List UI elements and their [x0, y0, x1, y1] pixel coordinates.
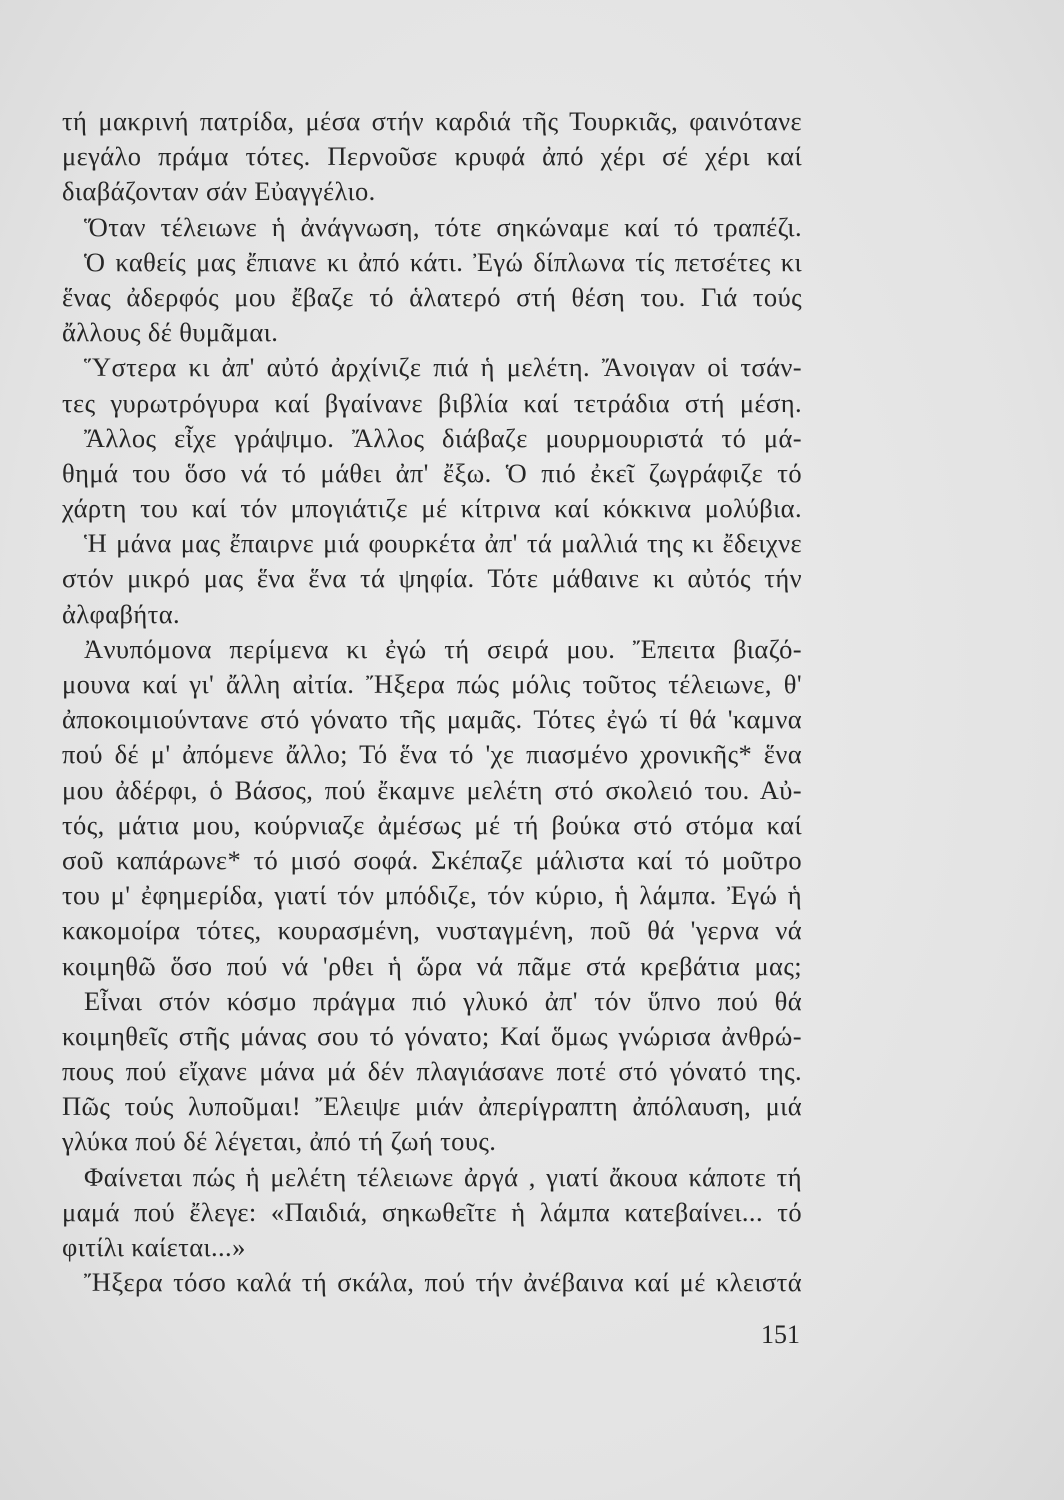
text-line: Ἀνυπόμονα περίμενα κι ἐγώ τή σειρά μου. Ἔπειτα βιαζό- [84, 633, 802, 664]
text-line: τες γυρωτρόγυρα καί βγαίνανε βιβλία καί τετράδια στή μέση. [62, 387, 802, 418]
text-line: διαβάζονταν σάν Εὐαγγέλιο. [62, 176, 376, 207]
text-line: του μ' ἐφημερίδα, γιατί τόν μπόδιζε, τόν κύριο, ἡ λάμπα. Ἐγώ ἡ [62, 880, 802, 911]
text-line: Ὕστερα κι ἀπ' αὐτό ἀρχίνιζε πιά ἡ μελέτη. Ἄνοιγαν οἱ τσάν- [84, 352, 802, 383]
text-line: Πῶς τούς λυποῦμαι! Ἔλειψε μιάν ἀπερίγραπτη ἀπόλαυση, μιά [62, 1091, 802, 1122]
text-line: Ἤξερα τόσο καλά τή σκάλα, πού τήν ἀνέβαινα καί μέ κλειστά [84, 1267, 802, 1298]
text-line: χάρτη του καί τόν μπογιάτιζε μέ κίτρινα καί κόκκινα μολύβια. [62, 493, 802, 524]
text-line: Ὅταν τέλειωνε ἡ ἀνάγνωση, τότε σηκώναμε καί τό τραπέζι. [84, 211, 802, 242]
text-line: θημά του ὅσο νά τό μάθει ἀπ' ἔξω. Ὁ πιό ἐκεῖ ζωγράφιζε τό [62, 457, 802, 488]
text-line: μεγάλο πράμα τότες. Περνοῦσε κρυφά ἀπό χέρι σέ χέρι καί [62, 141, 802, 172]
text-line: κακομοίρα τότες, κουρασμένη, νυσταγμένη, ποῦ θά 'γερνα νά [62, 915, 802, 946]
text-line: σοῦ καπάρωνε* τό μισό σοφά. Σκέπαζε μάλιστα καί τό μοῦτρο [62, 844, 802, 875]
text-line: τός, μάτια μου, κούρνιαζε ἀμέσως μέ τή βούκα στό στόμα καί [62, 809, 802, 840]
text-line: Φαίνεται πώς ἡ μελέτη τέλειωνε ἀργά , γιατί ἄκουα κάποτε τή [84, 1161, 802, 1192]
text-line: κοιμηθῶ ὅσο πού νά 'ρθει ἡ ὥρα νά πᾶμε στά κρεβάτια μας; [62, 950, 802, 981]
body-text [62, 104, 802, 1300]
page-number: 151 [761, 1320, 800, 1349]
text-line: ἄλλους δέ θυμᾶμαι. [62, 317, 279, 348]
text-line: ἀλφαβήτα. [62, 598, 181, 629]
text-line: κοιμηθεῖς στῆς μάνας σου τό γόνατο; Καί ὅμως γνώρισα ἀνθρώ- [62, 1020, 802, 1051]
text-line: Ὁ καθείς μας ἔπιανε κι ἀπό κάτι. Ἐγώ δίπλωνα τίς πετσέτες κι [84, 246, 802, 277]
text-line: ἕνας ἀδερφός μου ἔβαζε τό ἁλατερό στή θέση του. Γιά τούς [62, 281, 802, 312]
text-line: Εἶναι στόν κόσμο πράγμα πιό γλυκό ἀπ' τόν ὕπνο πού θά [84, 985, 802, 1016]
text-line: μου ἀδέρφι, ὁ Βάσος, πού ἔκαμνε μελέτη στό σκολειό του. Αὐ- [62, 774, 802, 805]
text-line: μαμά πού ἔλεγε: «Παιδιά, σηκωθεῖτε ἡ λάμπα κατεβαίνει... τό [62, 1196, 802, 1227]
text-line: τή μακρινή πατρίδα, μέσα στήν καρδιά τῆς Τουρκιᾶς, φαινότανε [62, 106, 802, 136]
text-line: Ἡ μάνα μας ἔπαιρνε μιά φουρκέτα ἀπ' τά μαλλιά της κι ἔδειχνε [84, 528, 802, 559]
text-line: μουνα καί γι' ἄλλη αἰτία. Ἤξερα πώς μόλις τοῦτος τέλειωνε, θ' [62, 669, 802, 699]
text-line: Ἄλλος εἶχε γράψιμο. Ἄλλος διάβαζε μουρμουριστά τό μά- [84, 422, 802, 453]
text-line: φιτίλι καίεται...» [62, 1232, 246, 1262]
text-line: γλύκα πού δέ λέγεται, ἀπό τή ζωή τους. [62, 1126, 497, 1157]
text-line: στόν μικρό μας ἕνα ἕνα τά ψηφία. Τότε μάθαινε κι αὐτός τήν [62, 563, 802, 594]
text-line: πού δέ μ' ἀπόμενε ἄλλο; Τό ἕνα τό 'χε πιασμένο χρονικῆς* ἕνα [62, 739, 802, 770]
text-line: ἀποκοιμιούντανε στό γόνατο τῆς μαμᾶς. Τότες ἐγώ τί θά 'καμνα [62, 704, 802, 735]
text-line: πους πού εἴχανε μάνα μά δέν πλαγιάσανε ποτέ στό γόνατό της. [62, 1056, 802, 1087]
